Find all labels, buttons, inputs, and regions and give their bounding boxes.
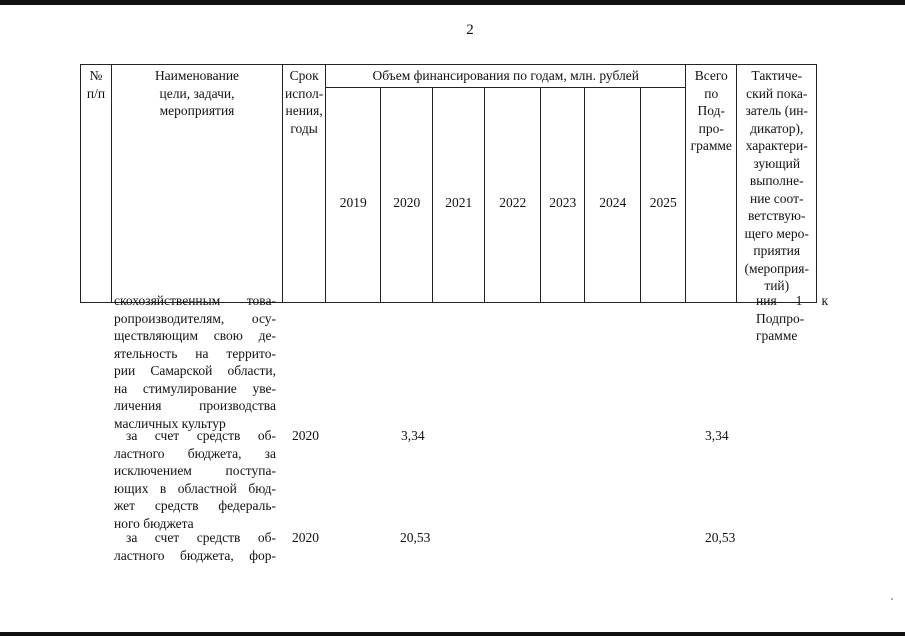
header-indicator-line: ветствую- bbox=[748, 208, 806, 223]
header-total-line: про- bbox=[698, 120, 724, 136]
header-term-line: Срок bbox=[289, 68, 319, 83]
row3-name bbox=[114, 529, 276, 564]
header-term-line: годы bbox=[290, 120, 318, 136]
top-scan-border bbox=[0, 0, 905, 5]
row2-name-line: ного бюджета bbox=[114, 515, 194, 531]
row3-name-line: за счет средств об- bbox=[126, 530, 276, 545]
header-indicator-line: выполне- bbox=[749, 173, 804, 188]
header-name-line: Наименование bbox=[154, 68, 240, 83]
header-indicator-line: приятия bbox=[753, 243, 801, 258]
header-indicator-line: Тактиче- bbox=[751, 68, 803, 83]
row1-indicator bbox=[756, 292, 828, 345]
row2-name-line: жет средств федераль- bbox=[114, 498, 276, 513]
row2-name bbox=[114, 427, 276, 532]
header-name-line: мероприятия bbox=[159, 103, 235, 118]
header-total-line: Всего bbox=[694, 68, 728, 83]
header-total bbox=[686, 65, 737, 303]
page-number: 2 bbox=[466, 22, 474, 38]
header-year-2024: 2024 bbox=[585, 87, 641, 302]
row3-total: 20,53 bbox=[705, 530, 736, 545]
row1-name-line: личения производства bbox=[114, 398, 276, 413]
header-total-line: грамме bbox=[690, 138, 732, 153]
row1-name-line: скохозяйственным това- bbox=[114, 293, 276, 308]
header-year-2019: 2019 bbox=[326, 87, 381, 302]
header-indicator-line: (мероприя- bbox=[744, 260, 809, 276]
header-indicator-line: щего меро- bbox=[744, 225, 809, 241]
row2-value-2020: 3,34 bbox=[401, 428, 425, 443]
header-indicator-line: ский пока- bbox=[746, 85, 808, 101]
row2-name-line: за счет средств об- bbox=[126, 428, 276, 443]
header-indicator bbox=[737, 65, 817, 303]
header-number bbox=[81, 65, 112, 303]
header-name bbox=[112, 65, 283, 303]
row2-total: 3,34 bbox=[705, 428, 729, 443]
row1-name-line: ропроизводителям, осу- bbox=[114, 310, 276, 326]
row2-term: 2020 bbox=[292, 428, 319, 443]
scan-speck bbox=[891, 598, 893, 600]
header-total-line: по bbox=[704, 85, 719, 101]
header-indicator-line: зующий bbox=[753, 155, 801, 171]
header-indicator-line: дикатор), bbox=[750, 120, 804, 136]
row1-indicator-line: ния 1 к bbox=[756, 293, 828, 308]
row3-name-line: ластного бюджета, фор- bbox=[114, 547, 276, 563]
header-number-line2: п/п bbox=[86, 85, 106, 101]
row1-name bbox=[114, 292, 276, 432]
financing-table-header bbox=[80, 64, 817, 303]
row1-name-line: масличных культур bbox=[114, 415, 226, 431]
header-indicator-line: затель (ин- bbox=[745, 103, 809, 118]
row1-name-line: рии Самарской области, bbox=[114, 363, 276, 378]
row2-name-line: исключением поступа- bbox=[114, 463, 276, 478]
header-total-line: Под- bbox=[697, 103, 725, 118]
header-name-line: цели, задачи, bbox=[159, 85, 235, 101]
header-year-2023: 2023 bbox=[541, 87, 585, 302]
header-term bbox=[283, 65, 326, 303]
row1-name-line: ятельность на террито- bbox=[114, 345, 276, 361]
row1-indicator-line: грамме bbox=[756, 328, 798, 343]
row1-indicator-line: Подпро- bbox=[756, 310, 805, 326]
header-year-2025: 2025 bbox=[641, 87, 686, 302]
header-indicator-line: ние соот- bbox=[749, 190, 804, 206]
row1-name-line: на стимулирование уве- bbox=[114, 380, 276, 396]
header-volume-title: Объем финансирования по годам, млн. рублей bbox=[326, 65, 686, 88]
row1-name-line: ществляющим свою де- bbox=[114, 328, 276, 343]
header-term-line: испол- bbox=[285, 85, 324, 101]
header-year-2022: 2022 bbox=[485, 87, 541, 302]
row2-name-line: ластного бюджета, за bbox=[114, 445, 276, 461]
header-year-2020: 2020 bbox=[381, 87, 433, 302]
header-indicator-line: тий) bbox=[764, 278, 790, 293]
header-term-line: нения, bbox=[285, 103, 323, 118]
header-number-line1: № bbox=[89, 68, 103, 83]
bottom-scan-border bbox=[0, 632, 905, 636]
row3-value-2020: 20,53 bbox=[400, 530, 431, 545]
header-year-2021: 2021 bbox=[433, 87, 485, 302]
row3-term: 2020 bbox=[292, 530, 319, 545]
header-indicator-line: характери- bbox=[745, 138, 808, 153]
row2-name-line: ющих в областной бюд- bbox=[114, 480, 276, 496]
